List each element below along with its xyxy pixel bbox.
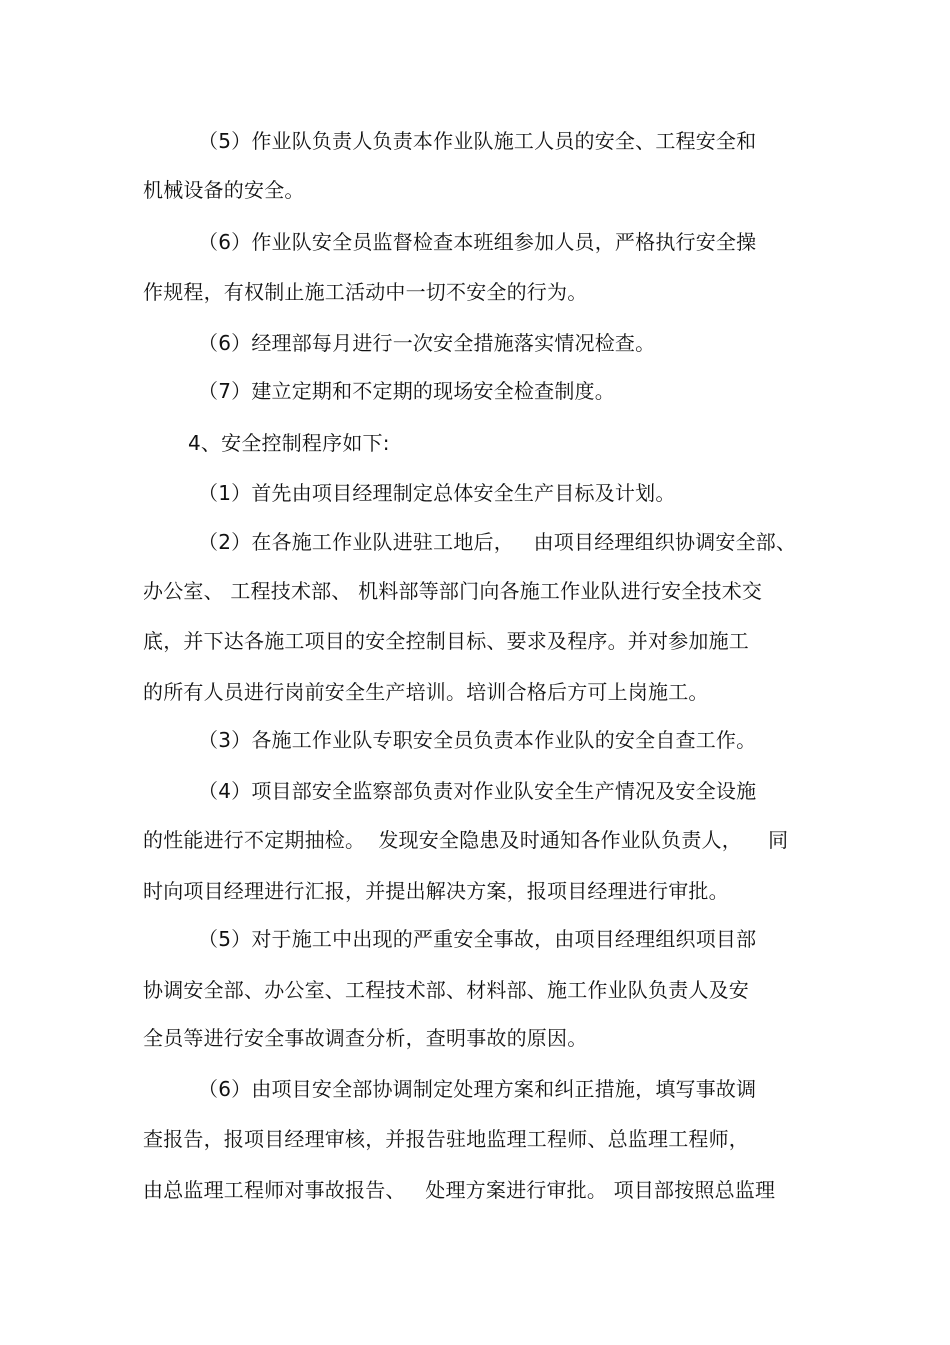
paragraph-line: （5）作业队负责人负责本作业队施工人员的安全、工程安全和 xyxy=(198,129,757,153)
paragraph-line: 机械设备的安全。 xyxy=(143,178,305,202)
paragraph-line: （6）作业队安全员监督检查本班组参加人员，严格执行安全操 xyxy=(198,230,757,254)
paragraph-line: （6）经理部每月进行一次安全措施落实情况检查。 xyxy=(198,331,656,355)
paragraph-line: 的所有人员进行岗前安全生产培训。培训合格后方可上岗施工。 xyxy=(143,680,709,704)
paragraph-line: 由总监理工程师对事故报告、 处理方案进行审批。 项目部按照总监理 xyxy=(143,1178,776,1202)
paragraph-line: （2）在各施工作业队进驻工地后， 由项目经理组织协调安全部、 xyxy=(198,530,797,554)
paragraph-line: （4）项目部安全监察部负责对作业队安全生产情况及安全设施 xyxy=(198,779,757,803)
paragraph-line: 时向项目经理进行汇报，并提出解决方案，报项目经理进行审批。 xyxy=(143,879,729,903)
paragraph-line: （7）建立定期和不定期的现场安全检查制度。 xyxy=(198,379,615,403)
paragraph-line: 办公室、 工程技术部、 机料部等部门向各施工作业队进行安全技术交 xyxy=(143,579,763,603)
paragraph-line: 底，并下达各施工项目的安全控制目标、要求及程序。并对参加施工 xyxy=(143,629,749,653)
paragraph-line: 作规程，有权制止施工活动中一切不安全的行为。 xyxy=(143,280,588,304)
section-heading: 4、安全控制程序如下: xyxy=(188,431,390,455)
paragraph-line: 查报告，报项目经理审核，并报告驻地监理工程师、总监理工程师， xyxy=(143,1127,749,1151)
paragraph-line: 的性能进行不定期抽检。 发现安全隐患及时通知各作业队负责人， 同 xyxy=(143,828,789,852)
paragraph-line: 全员等进行安全事故调查分析，查明事故的原因。 xyxy=(143,1026,588,1050)
paragraph-line: （1）首先由项目经理制定总体安全生产目标及计划。 xyxy=(198,481,676,505)
paragraph-line: 协调安全部、办公室、工程技术部、材料部、施工作业队负责人及安 xyxy=(143,978,749,1002)
paragraph-line: （5）对于施工中出现的严重安全事故，由项目经理组织项目部 xyxy=(198,927,757,951)
paragraph-line: （3）各施工作业队专职安全员负责本作业队的安全自查工作。 xyxy=(198,728,757,752)
paragraph-line: （6）由项目安全部协调制定处理方案和纠正措施，填写事故调 xyxy=(198,1077,757,1101)
